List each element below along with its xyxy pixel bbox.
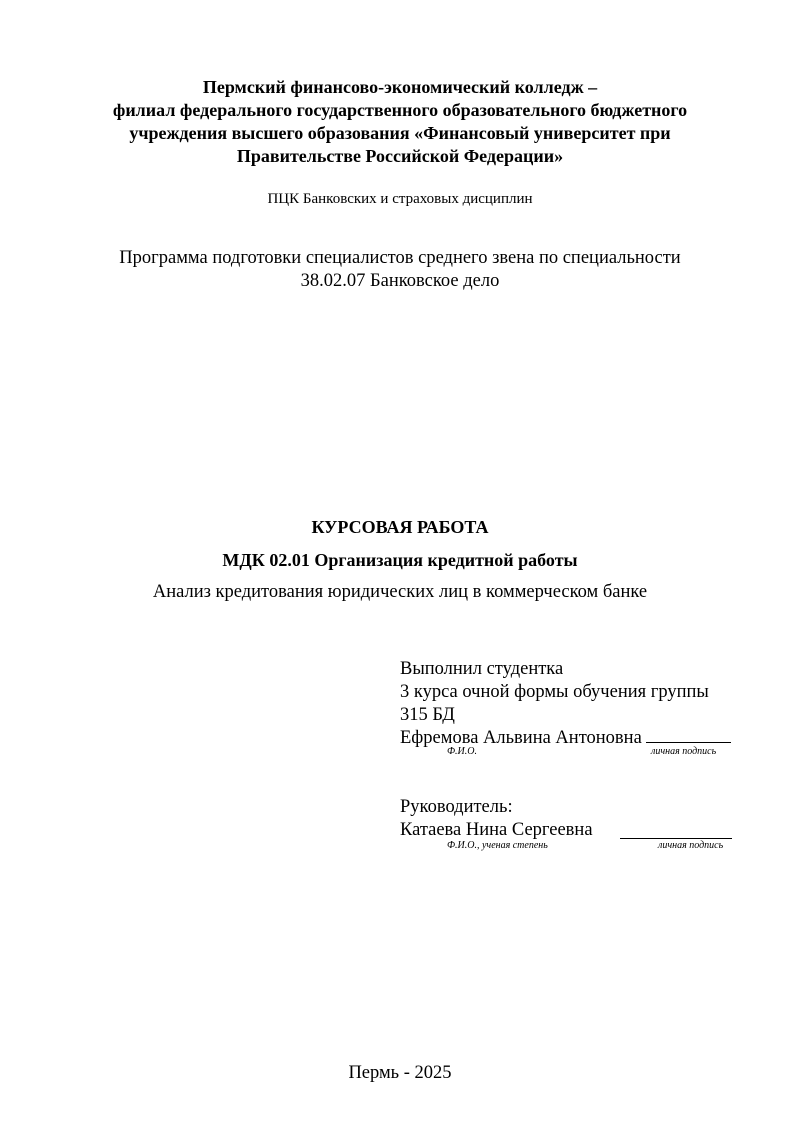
institution-line-3: учреждения высшего образования «Финансовый университет при bbox=[129, 123, 671, 143]
institution-line-4: Правительстве Российской Федерации» bbox=[236, 146, 564, 166]
program-line-2: 38.02.07 Банковское дело bbox=[300, 271, 500, 291]
student-group-label: 315 БД bbox=[400, 705, 455, 725]
student-performed-label: Выполнил студентка bbox=[400, 659, 564, 679]
student-signature-caption: личная подпись bbox=[651, 746, 717, 757]
pck-title: ПЦК Банковских и страховых дисциплин bbox=[267, 191, 533, 207]
institution-line-2: филиал федерального государственного образовательного бюджетного bbox=[112, 100, 688, 120]
supervisor-fio-caption: Ф.И.О., ученая степень bbox=[447, 840, 548, 851]
city-year: Пермь - 2025 bbox=[348, 1063, 452, 1083]
supervisor-name: Катаева Нина Сергеевна bbox=[400, 820, 593, 840]
program-line-1: Программа подготовки специалистов среднего звена по специальности bbox=[119, 248, 681, 268]
work-topic: Анализ кредитования юридических лиц в коммерческом банке bbox=[152, 582, 648, 602]
institution-line-1: Пермский финансово-экономический колледж – bbox=[202, 77, 598, 97]
mdk-title: МДК 02.01 Организация кредитной работы bbox=[222, 550, 578, 570]
student-name: Ефремова Альвина Антоновна bbox=[400, 728, 642, 748]
program-title bbox=[0, 247, 800, 293]
supervisor-name-row bbox=[400, 820, 593, 841]
institution-heading bbox=[0, 76, 800, 168]
supervisor-signature-caption: личная подпись bbox=[658, 840, 724, 851]
supervisor-signature-line bbox=[620, 821, 732, 839]
work-type-title: КУРСОВАЯ РАБОТА bbox=[311, 517, 489, 537]
supervisor-heading: Руководитель: bbox=[400, 797, 513, 817]
student-course-label: 3 курса очной формы обучения группы bbox=[400, 682, 709, 702]
student-signature-line bbox=[646, 728, 731, 743]
student-fio-caption: Ф.И.О. bbox=[447, 746, 477, 757]
